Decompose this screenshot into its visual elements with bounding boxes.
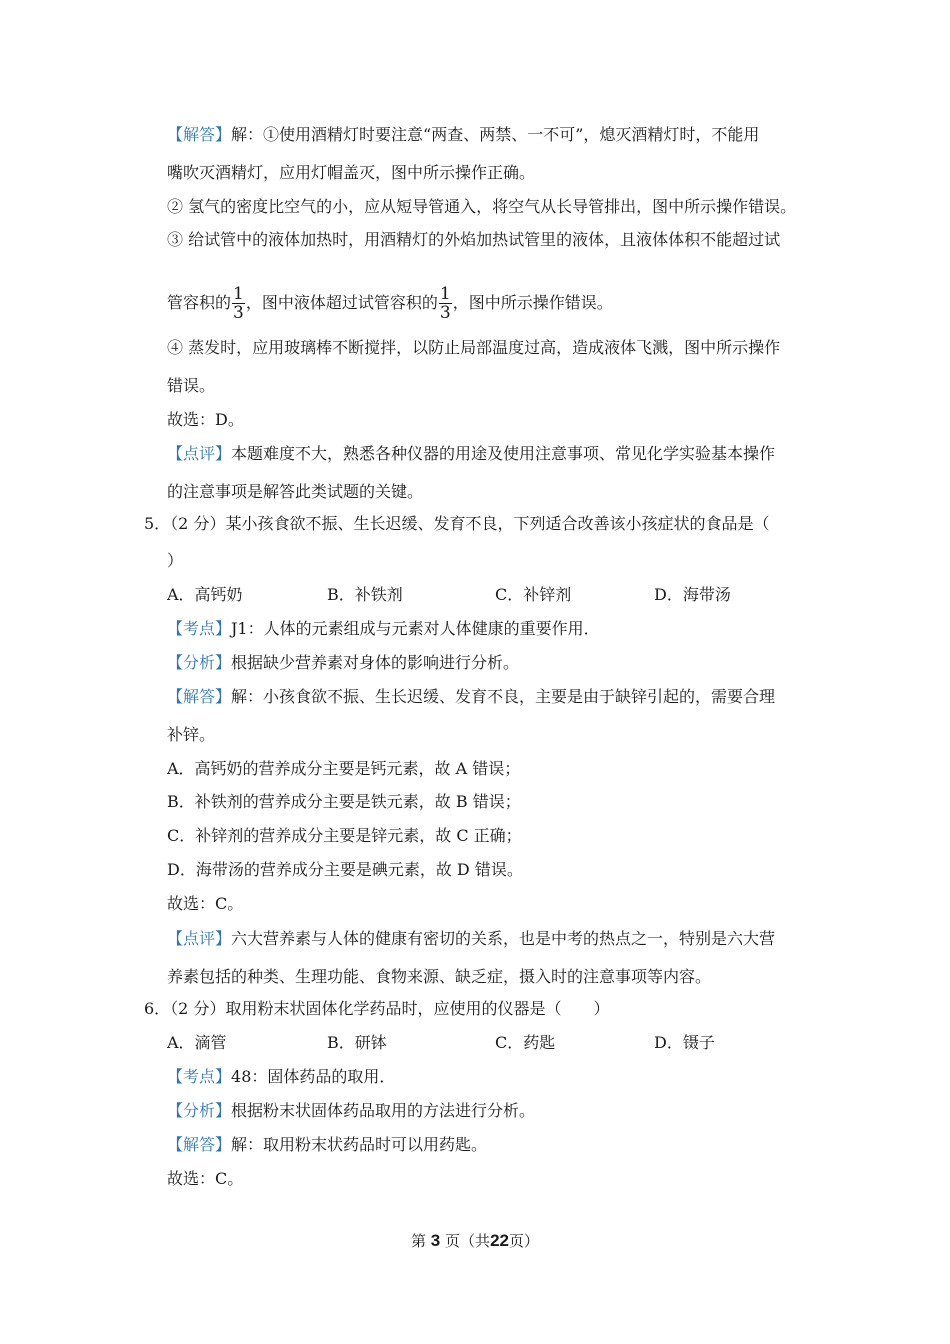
fenxi-tag: 【分析】	[167, 653, 232, 672]
q5-analysis-b: B．补铁剂的营养成分主要是铁元素，故 B 错误；	[167, 792, 521, 811]
q6-answer: 故选：C。	[167, 1169, 244, 1188]
q5-jieda-text1: 解：小孩食欲不振、生长迟缓、发育不良，主要是由于缺锌引起的，需要合理	[231, 687, 776, 706]
q4-dianping-text1: 本题难度不大，熟悉各种仪器的用途及使用注意事项、常见化学实验基本操作	[231, 444, 776, 463]
fraction-one-third	[232, 285, 245, 322]
footer-middle: 页（共	[445, 1232, 491, 1250]
q6-stem: 6．（2 分）取用粉末状固体化学药品时，应使用的仪器是（ ）	[144, 999, 610, 1018]
q4-item3-part3: ，图中所示操作错误。	[452, 293, 613, 312]
q6-fenxi	[167, 1101, 535, 1121]
q4-dianping-line2: 的注意事项是解答此类试题的关键。	[167, 482, 424, 501]
q5-kaodian-text: J1：人体的元素组成与元素对人体健康的重要作用．	[231, 619, 600, 638]
jieda-tag: 【解答】	[167, 125, 232, 144]
q5-answer: 故选：C。	[167, 894, 244, 913]
page-footer	[0, 1230, 950, 1251]
q5-dianping-line1	[167, 929, 775, 949]
dianping-tag: 【点评】	[167, 444, 232, 463]
fraction-numerator: 1	[233, 284, 244, 304]
q4-item-4-line2: 错误。	[167, 376, 216, 395]
q6-jieda-text: 解：取用粉末状药品时可以用药匙。	[231, 1135, 488, 1154]
q4-jieda-line1	[167, 125, 759, 145]
q5-dianping-line2: 养素包括的种类、生理功能、食物来源、缺乏症，摄入时的注意事项等内容。	[167, 967, 712, 986]
q5-analysis-d: D．海带汤的营养成分主要是碘元素，故 D 错误。	[167, 860, 523, 879]
kaodian-tag: 【考点】	[167, 619, 232, 638]
q5-fenxi-text: 根据缺少营养素对身体的影响进行分析。	[231, 653, 520, 672]
q5-analysis-a: A．高钙奶的营养成分主要是钙元素，故 A 错误；	[167, 759, 521, 778]
q6-kaodian	[167, 1067, 395, 1087]
q5-stem-line1: 5．（2 分）某小孩食欲不振、生长迟缓、发育不良，下列适合改善该小孩症状的食品是（	[144, 514, 770, 533]
footer-suffix: 页）	[508, 1232, 539, 1250]
q6-option-c: C．药匙	[495, 1033, 556, 1052]
q6-option-b: B．研钵	[327, 1033, 387, 1052]
footer-page-number: 3	[430, 1231, 441, 1250]
q6-option-a: A．滴管	[167, 1033, 227, 1052]
q5-fenxi	[167, 653, 519, 673]
jieda-tag: 【解答】	[167, 1135, 232, 1154]
q4-item3-part1: 管容积的	[167, 293, 232, 312]
fraction-denominator: 3	[233, 303, 244, 323]
fraction-one-third	[439, 285, 452, 322]
q4-item-3-line1: ③ 给试管中的液体加热时，用酒精灯的外焰加热试管里的液体，且液体体积不能超过试	[167, 230, 781, 249]
q6-fenxi-text: 根据粉末状固体药品取用的方法进行分析。	[231, 1101, 536, 1120]
q5-jieda-line1	[167, 687, 775, 707]
q5-option-b: B．补铁剂	[327, 585, 403, 604]
q5-kaodian	[167, 619, 600, 639]
dianping-tag: 【点评】	[167, 929, 232, 948]
q5-stem-line2: ）	[167, 551, 184, 570]
fraction-denominator: 3	[439, 303, 451, 323]
q4-item-2: ② 氢气的密度比空气的小，应从短导管通入，将空气从长导管排出，图中所示操作错误。	[167, 197, 797, 216]
q4-item-4-line1: ④ 蒸发时，应用玻璃棒不断搅拌，以防止局部温度过高，造成液体飞溅，图中所示操作	[167, 338, 781, 357]
footer-prefix: 第	[411, 1232, 427, 1250]
q4-jieda-text1: 解：①使用酒精灯时要注意“两查、两禁、一不可”，熄灭酒精灯时，不能用	[231, 125, 760, 144]
q4-item-3-line2	[167, 284, 613, 322]
q5-option-c: C．补锌剂	[495, 585, 572, 604]
q5-option-d: D．海带汤	[654, 585, 731, 604]
q4-answer: 故选：D。	[167, 410, 244, 429]
q6-option-d: D．镊子	[654, 1033, 715, 1052]
q5-option-a: A．高钙奶	[167, 585, 243, 604]
q6-kaodian-text: 48：固体药品的取用．	[231, 1067, 396, 1086]
q4-dianping-line1	[167, 444, 775, 464]
q5-dianping-text1: 六大营养素与人体的健康有密切的关系，也是中考的热点之一，特别是六大营	[231, 929, 776, 948]
q6-jieda	[167, 1135, 487, 1155]
q5-analysis-c: C．补锌剂的营养成分主要是锌元素，故 C 正确；	[167, 826, 522, 845]
kaodian-tag: 【考点】	[167, 1067, 232, 1086]
q4-item3-part2: ，图中液体超过试管容积的	[245, 293, 438, 312]
q5-jieda-line2: 补锌。	[167, 725, 216, 744]
fenxi-tag: 【分析】	[167, 1101, 232, 1120]
q4-jieda-line2: 嘴吹灭酒精灯，应用灯帽盖灭，图中所示操作正确。	[167, 163, 536, 182]
footer-total-pages: 22	[490, 1231, 509, 1250]
jieda-tag: 【解答】	[167, 687, 232, 706]
fraction-numerator: 1	[439, 284, 451, 304]
